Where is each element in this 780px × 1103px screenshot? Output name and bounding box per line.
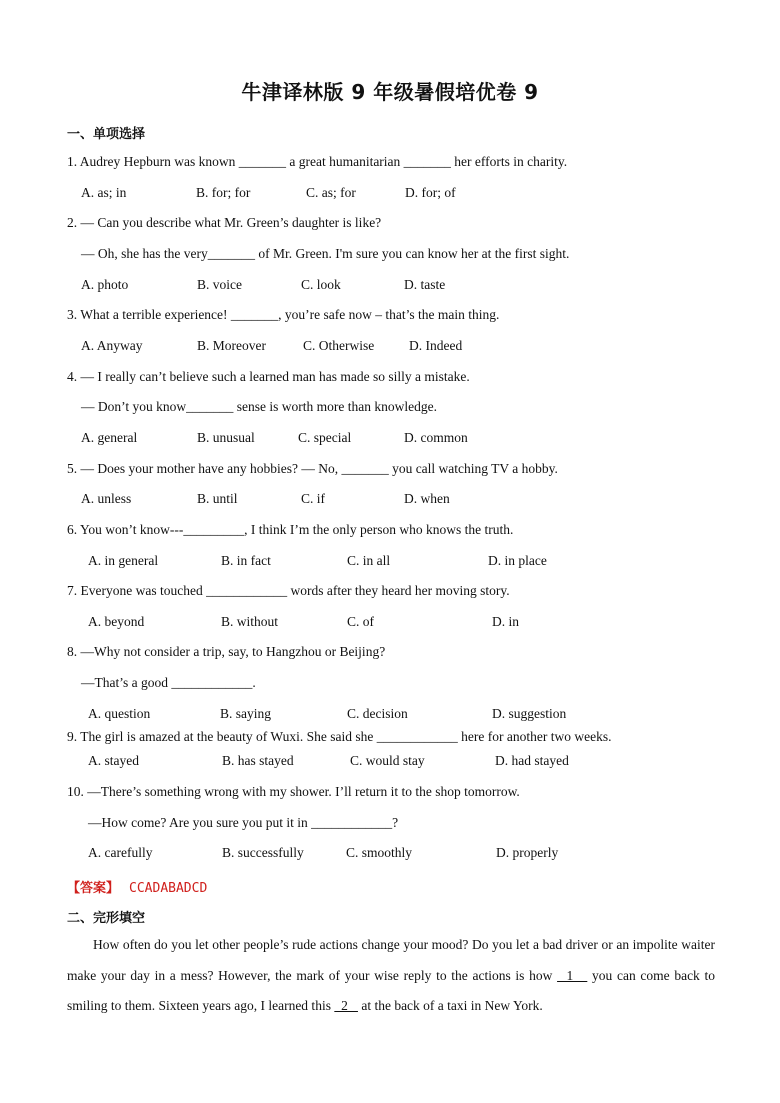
answer-key (67, 877, 207, 896)
question-10-option-b: B. successfully (222, 845, 304, 860)
question-10-option-a: A. carefully (88, 845, 153, 860)
question-6-option-d: D. in place (488, 553, 547, 568)
question-2-option-d: D. taste (404, 277, 446, 292)
question-1-option-d: D. for; of (405, 185, 456, 200)
question-6-option-a: A. in general (88, 553, 159, 568)
blank-1: 1 (557, 967, 588, 983)
question-8-stem: 8. —Why not consider a trip, say, to Hangzhou or Beijing? (67, 644, 386, 659)
question-7-option-c: C. of (347, 614, 374, 629)
question-3-option-b: B. Moreover (197, 338, 266, 353)
question-7-option-a: A. beyond (88, 614, 145, 629)
question-9-option-b: B. has stayed (222, 753, 294, 768)
question-4-option-a: A. general (81, 430, 138, 445)
question-9-option-a: A. stayed (88, 753, 139, 768)
question-4-option-b: B. unusual (197, 430, 255, 445)
question-8-option-c: C. decision (347, 706, 408, 721)
section-heading-cloze: 二、完形填空 (67, 911, 146, 926)
question-10-stem: 10. —There’s something wrong with my shower. I’ll return it to the shop tomorrow. (67, 784, 520, 799)
question-6-stem: 6. You won’t know---_________, I think I’m the only person who knows the truth. (67, 522, 514, 537)
question-5-option-b: B. until (197, 491, 238, 506)
cloze-passage (67, 930, 715, 1022)
question-5-option-c: C. if (301, 491, 326, 506)
question-2-option-c: C. look (301, 277, 341, 292)
question-6-option-b: B. in fact (221, 553, 271, 568)
answer-value: CCADABADCD (129, 881, 208, 896)
question-8-stem-line2: —That’s a good ____________. (81, 675, 256, 690)
question-1-option-c: C. as; for (306, 185, 356, 200)
question-9-option-c: C. would stay (350, 753, 425, 768)
question-8-option-d: D. suggestion (492, 706, 567, 721)
question-10-stem-line2: —How come? Are you sure you put it in ____________? (88, 815, 399, 830)
question-2-option-b: B. voice (197, 277, 242, 292)
question-8-option-a: A. question (88, 706, 151, 721)
question-10-option-d: D. properly (496, 845, 559, 860)
question-3-option-a: A. Anyway (81, 338, 143, 353)
question-2-stem: 2. — Can you describe what Mr. Green’s daughter is like? (67, 215, 382, 230)
question-4-option-c: C. special (298, 430, 352, 445)
question-2-stem-line2: — Oh, she has the very_______ of Mr. Green. I'm sure you can know her at the first sight. (81, 246, 570, 261)
question-4-stem: 4. — I really can’t believe such a learned man has made so silly a mistake. (67, 369, 470, 384)
question-1-option-a: A. as; in (81, 185, 127, 200)
question-4-stem-line2: — Don’t you know_______ sense is worth more than knowledge. (81, 399, 437, 414)
question-5-stem: 5. — Does your mother have any hobbies? — No, _______ you call watching TV a hobby. (67, 461, 558, 476)
passage-text-2: you can come back to smiling to them. Sixteen years ago, I learned this (67, 967, 716, 1013)
passage-text-1: How often do you let other people’s rude actions change your mood? Do you let a bad driver or an impolite waiter make your day in a mess? However, the mark of your wise reply to the actions is how (67, 937, 715, 983)
question-3-stem: 3. What a terrible experience! _______, you’re safe now – that’s the main thing. (67, 307, 500, 322)
question-3-option-d: D. Indeed (409, 338, 463, 353)
question-9-option-d: D. had stayed (495, 753, 569, 768)
question-4-option-d: D. common (404, 430, 468, 445)
passage-text-3: at the back of a taxi in New York. (357, 998, 543, 1013)
question-3-option-c: C. Otherwise (303, 338, 375, 353)
question-7-option-b: B. without (221, 614, 279, 629)
question-9-stem: 9. The girl is amazed at the beauty of Wuxi. She said she ____________ here for another two weeks. (67, 729, 612, 744)
blank-2: 2 (334, 998, 358, 1013)
question-5-option-a: A. unless (81, 491, 132, 506)
page-title: 牛津译林版 9 年级暑假培优卷 9 (241, 80, 539, 104)
question-8-option-b: B. saying (220, 706, 272, 721)
question-2-option-a: A. photo (81, 277, 129, 292)
question-10-option-c: C. smoothly (346, 845, 413, 860)
question-7-stem: 7. Everyone was touched ____________ words after they heard her moving story. (67, 583, 510, 598)
question-7-option-d: D. in (492, 614, 519, 629)
section-heading-single-choice: 一、单项选择 (67, 127, 146, 142)
question-1-option-b: B. for; for (196, 185, 251, 200)
question-5-option-d: D. when (404, 491, 450, 506)
answer-tag: 【答案】 (67, 881, 120, 896)
question-6-option-c: C. in all (347, 553, 391, 568)
question-1-stem: 1. Audrey Hepburn was known _______ a great humanitarian _______ her efforts in charity. (67, 154, 568, 169)
